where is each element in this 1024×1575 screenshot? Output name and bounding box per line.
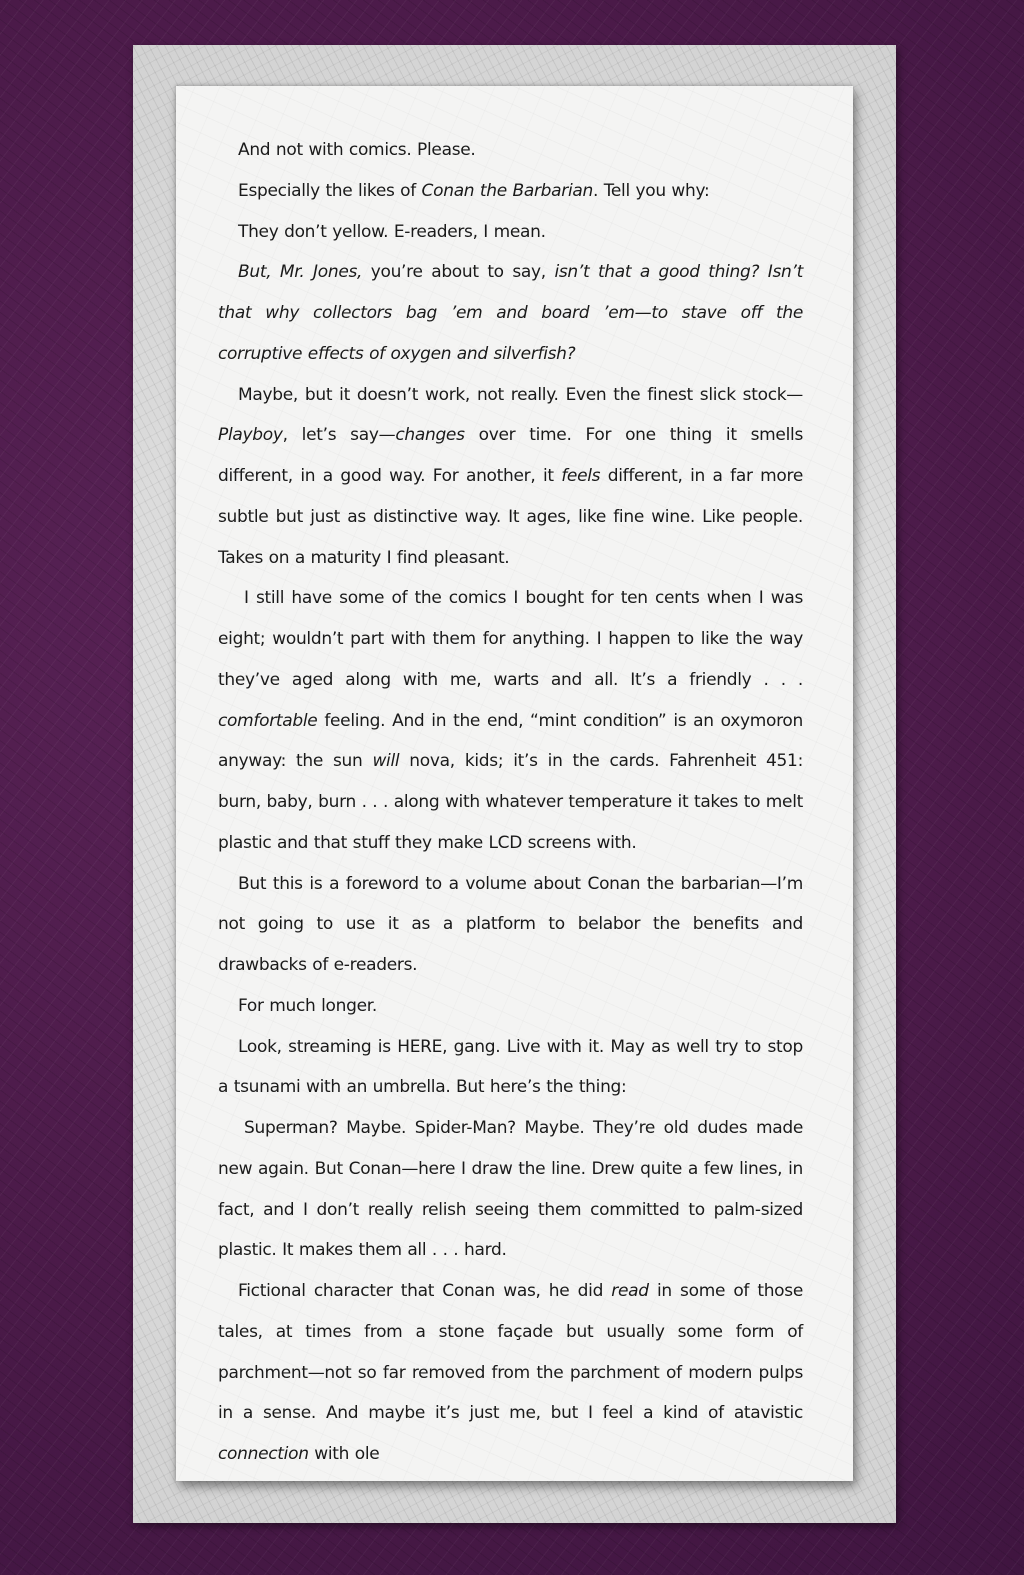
emphasis: Conan the Barbarian bbox=[421, 180, 593, 201]
paragraph: I still have some of the comics I bought for ten cents when I was eight; wouldn’t part with them for anything. I happen to like the way they’ve aged along with me, warts and all. It’s a friendly . . . comfortable feeling. And in the end, “mint condition” is an oxymoron anyway: the sun will nova, kids; it’s in the cards. Fahrenheit 451: burn, baby, burn . . . along with whatever temperature it takes to melt plastic and that stuff they make LCD screens with. bbox=[218, 588, 803, 853]
emphasis: changes bbox=[395, 425, 465, 446]
paragraph: But, Mr. Jones, you’re about to say, isn’t that a good thing? Isn’t that why collectors bag ’em and board ’em—to stave off the corruptive effects of oxygen and silverfish? bbox=[218, 262, 803, 364]
paragraph: They don’t yellow. E-readers, I mean. bbox=[238, 221, 546, 242]
emphasis: But, Mr. Jones, bbox=[238, 262, 363, 283]
paragraph: For much longer. bbox=[238, 995, 378, 1016]
paragraph: But this is a foreword to a volume about Conan the barbarian—I’m not going to use it as a platform to belabor the benefits and drawbacks of e-readers. bbox=[218, 873, 803, 975]
emphasis: will bbox=[372, 751, 400, 772]
paragraph: Maybe, but it doesn’t work, not really. Even the finest slick stock—Playboy, let’s say—changes over time. For one thing it smells different, in a good way. For another, it feels different, in a far more subtle but just as distinctive way. It ages, like fine wine. Like people. Takes on a maturity I find pleasant. bbox=[218, 384, 803, 568]
emphasis: Playboy bbox=[218, 425, 283, 446]
paragraph: Fictional character that Conan was, he did read in some of those tales, at times from a stone façade but usually some form of parchment—not so far removed from the parchment of modern pulps in a sense. And maybe it’s just me, but I feel a kind of atavistic connection with ole bbox=[218, 1281, 803, 1464]
emphasis: read bbox=[611, 1281, 649, 1301]
emphasis: connection bbox=[218, 1444, 309, 1464]
paragraph: Superman? Maybe. Spider-Man? Maybe. They’re old dudes made new again. But Conan—here I draw the line. Drew quite a few lines, in fact, and I don’t really relish seeing them committed to palm-sized plastic. It makes them all . . . hard. bbox=[218, 1118, 803, 1261]
paragraph: Especially the likes of Conan the Barbarian. Tell you why: bbox=[238, 180, 710, 201]
paragraph: And not with comics. Please. bbox=[238, 140, 476, 160]
emphasis: comfortable bbox=[218, 710, 318, 731]
emphasis: isn’t that a good thing? Isn’t that why collectors bag ’em and board ’em—to stave off the corruptive effects of oxygen and silverfish? bbox=[218, 262, 803, 364]
emphasis: feels bbox=[561, 466, 601, 486]
paragraph: Look, streaming is HERE, gang. Live with it. May as well try to stop a tsunami with an umbrella. But here’s the thing: bbox=[218, 1036, 803, 1098]
page-sheet bbox=[176, 86, 853, 1481]
body-text bbox=[218, 130, 803, 1475]
